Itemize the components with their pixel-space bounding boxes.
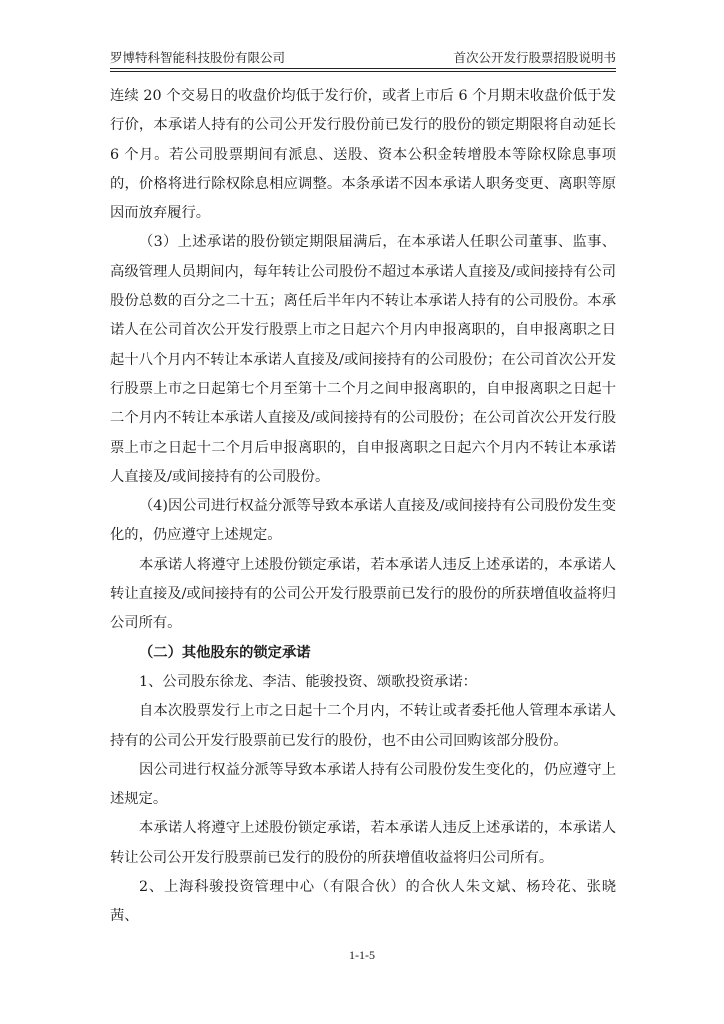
header-document-title: 首次公开发行股票招股说明书 <box>453 50 616 65</box>
header-divider <box>110 71 616 72</box>
page-number: 1-1-5 <box>349 948 375 962</box>
paragraph-item-4: （4)因公司进行权益分派等导致本承诺人直接及/或间接持有公司股份发生变化的，仍应遵守上述规定。 <box>110 498 616 544</box>
document-body <box>110 82 616 932</box>
paragraph-equity-distribution: 因公司进行权益分派等导致本承诺人持有公司股份发生变化的，仍应遵守上述规定。 <box>110 761 616 808</box>
paragraph-gains-to-company: 本承诺人将遵守上述股份锁定承诺，若本承诺人违反上述承诺的，本承诺人转让公司公开发行股票前已发行的股份的所获增值收益将归公司所有。 <box>110 820 616 866</box>
header-company-name: 罗博特科智能科技股份有限公司 <box>110 50 286 65</box>
paragraph-shareholders-list: 1、公司股东徐龙、李洁、能骏投资、颂歌投资承诺： <box>139 673 477 690</box>
paragraph-twelve-month-lock: 自本次股票发行上市之日起十二个月内，不转让或者委托他人管理本承诺人持有的公司公开发行股票前已发行的股份，也不由公司回购该部分股份。 <box>110 703 616 749</box>
paragraph-violation-clause: 本承诺人将遵守上述股份锁定承诺，若本承诺人违反上述承诺的，本承诺人转让直接及/或间接持有的公司公开发行股票前已发行的股份的所获增值收益将归公司所有。 <box>110 556 616 632</box>
paragraph-item-3: （3）上述承诺的股份锁定期限届满后，在本承诺人任职公司董事、监事、高级管理人员期间内，每年转让公司股份不超过本承诺人直接及/或间接持有公司股份总数的百分之二十五；离任后半年内不转让本承诺人持有的公司股份。本承诺人在公司首次公开发行股票上市之日起六个月内申报离职的，自申报离职之日起十八个月内不转让本承诺人直接及/或间接持有的公司股份；在公司首次公开发行股票上市之日起第七个月至第十二个月之间申报离职的，自申报离职之日起十二个月内不转让本承诺人直接及/或间接持有的公司股份；在公司首次公开发行股票上市之日起十二个月后申报离职的，自申报离职之日起六个月内不转让本承诺人直接及/或间接持有的公司股份。 <box>110 234 616 485</box>
page-header <box>110 40 616 69</box>
paragraph-lockup-extension: 连续 20 个交易日的收盘价均低于发行价，或者上市后 6 个月期末收盘价低于发行价，本承诺人持有的公司公开发行股份前已发行的股份的锁定期限将自动延长 6 个月。若公司股票期间有派息、送股、资本公积金转增股本等除权除息事项的，价格将进行除权除息相应调整。本条承诺不因本承诺人职务变更、离职等原因而放弃履行。 <box>110 88 616 222</box>
section-heading-other-shareholders: （二）其他股东的锁定承诺 <box>139 644 311 661</box>
paragraph-partners-list: 2、上海科骏投资管理中心（有限合伙）的合伙人朱文斌、杨玲花、张晓茜、 <box>110 879 616 925</box>
